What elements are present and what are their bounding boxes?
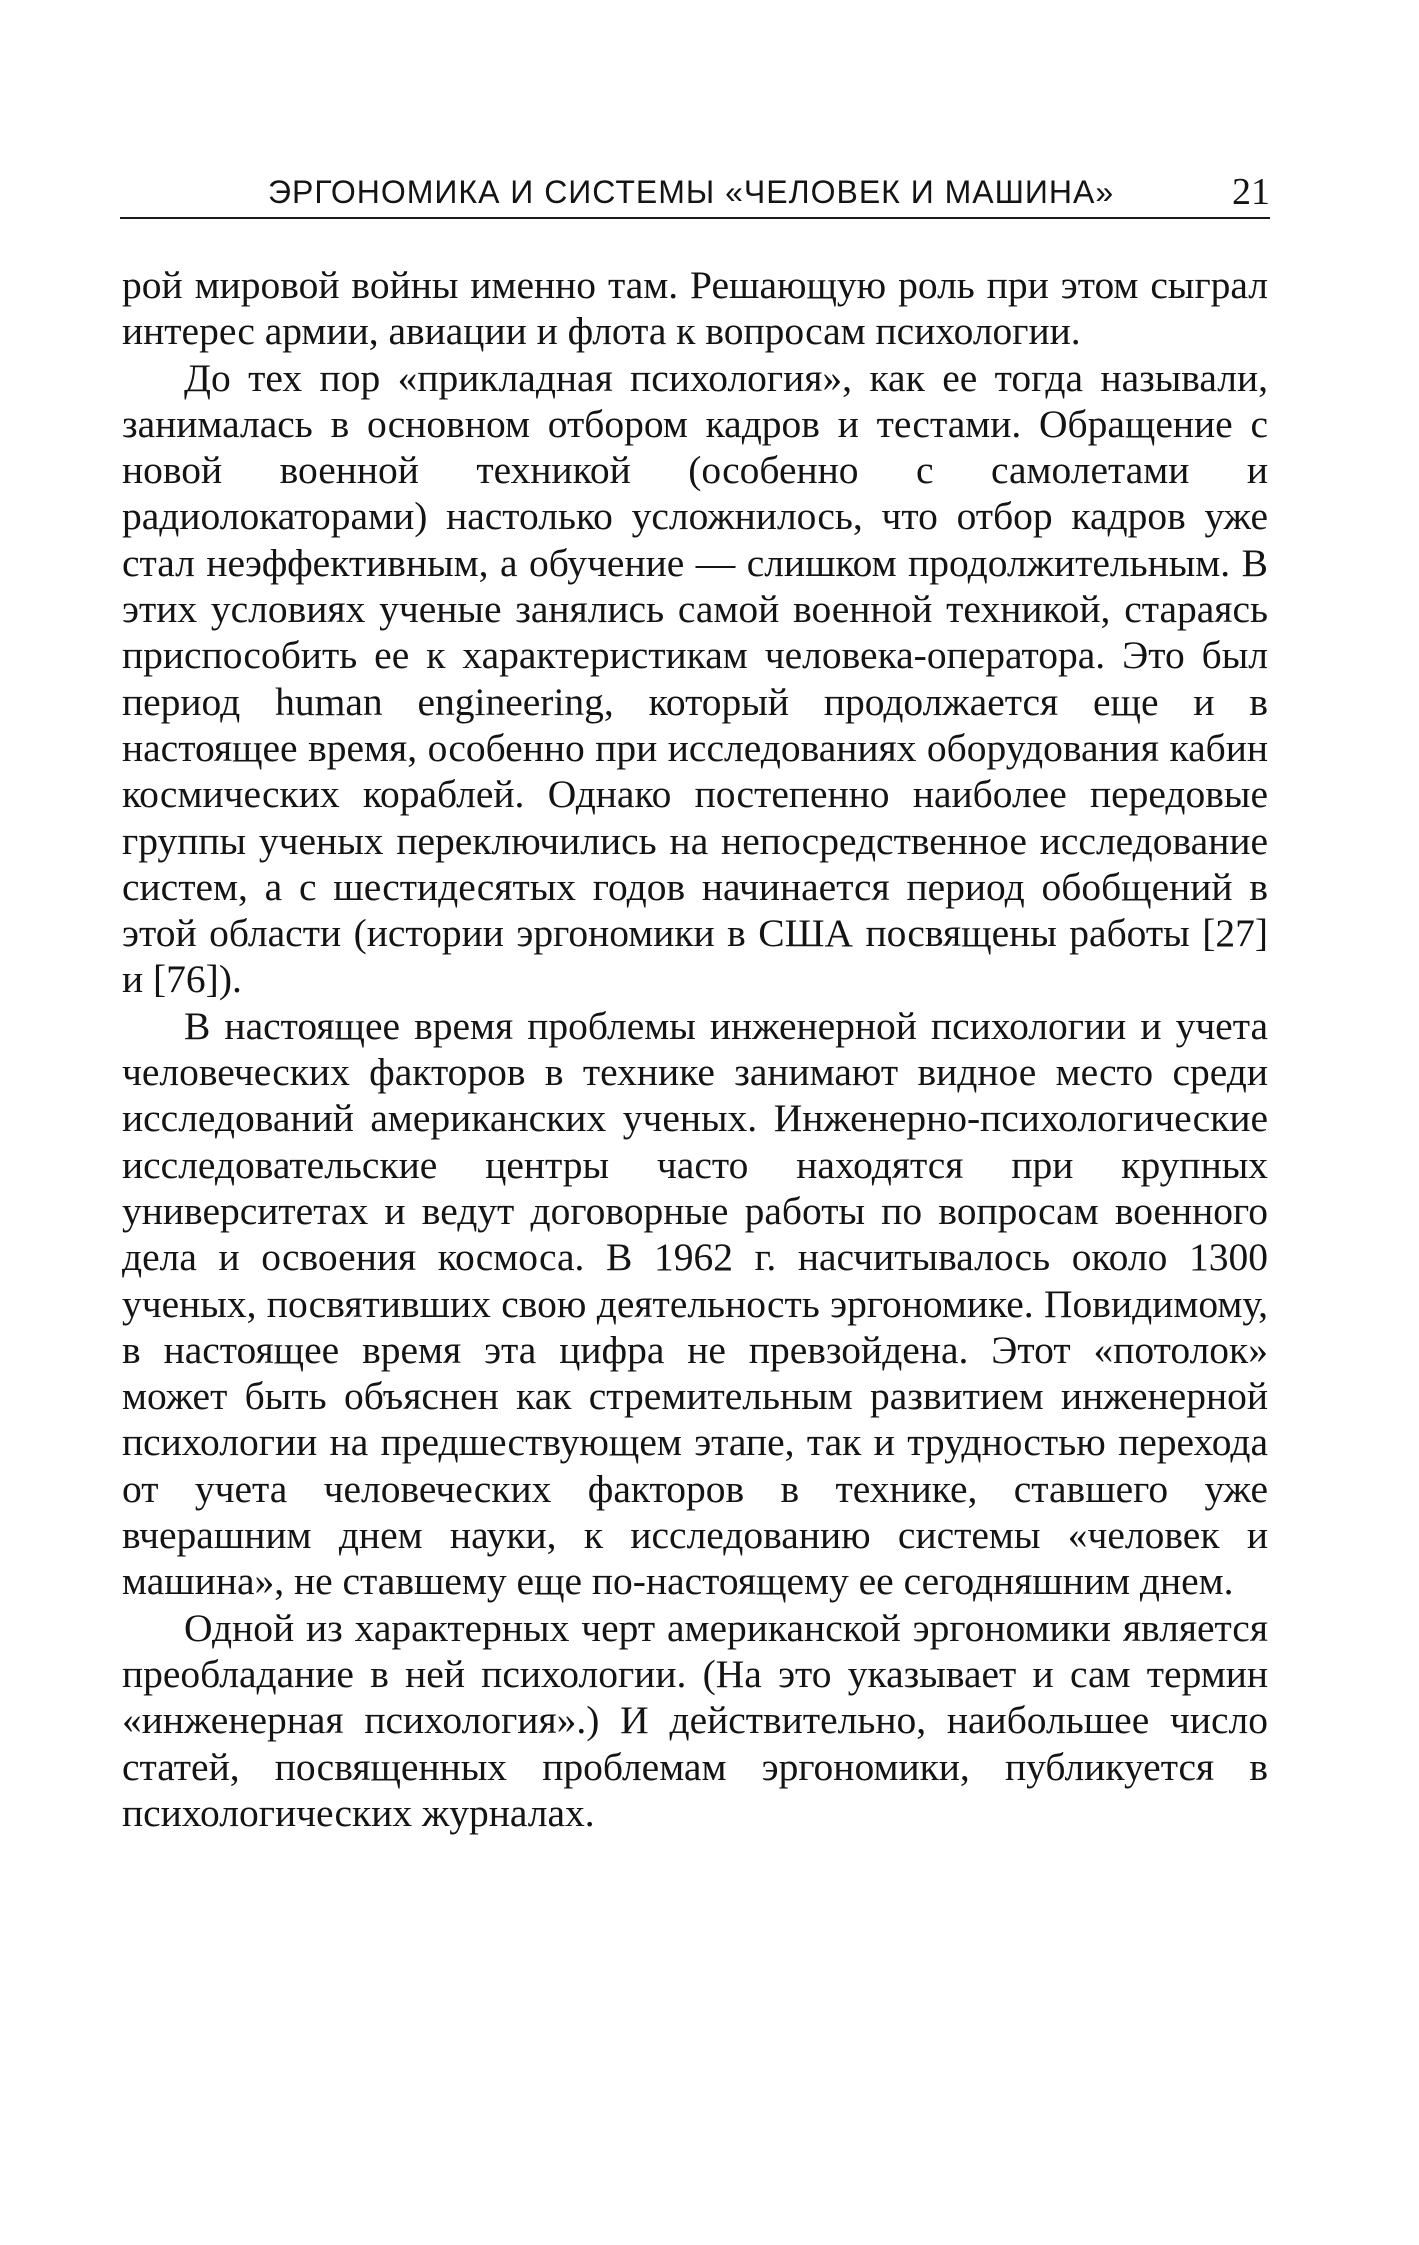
running-head (120, 172, 1270, 216)
paragraph-3: В настоящее время проблемы инженерной психологии и учета человеческих факторов в технике занимают видное место среди исследований американских ученых. Инженерно-психологические исследовательские центры часто находятся при крупных университетах и ведут договорные работы по вопросам военного дела и освоения космоса. В 1962 г. насчитывалось около 1300 ученых, посвятивших свою деятельность эргономике. Повидимому, в настоящее время эта цифра не превзойдена. Этот «потолок» может быть объяснен как стремительным развитием инженерной психологии на предшествующем этапе, так и трудностью перехода от учета человеческих факторов в технике, ставшего уже вчерашним днем науки, к исследованию системы «человек и машина», не ставшему еще по-настоящему ее сегодняшним днем. (122, 1003, 1268, 1604)
body-text (122, 262, 1268, 1836)
header-rule (120, 217, 1270, 219)
paragraph-1: рой мировой войны именно там. Решающую роль при этом сыграл интерес армии, авиации и флота к вопросам психологии. (122, 263, 1268, 354)
paragraph-4: Одной из характерных черт американской эргономики является преобладание в ней психологии. (На это указывает и сам термин «инженерная психология».) И действительно, наибольшее число статей, посвященных проблемам эргономики, публикуется в психологических журналах. (122, 1605, 1268, 1835)
running-title: ЭРГОНОМИКА И СИСТЕМЫ «ЧЕЛОВЕК И МАШИНА» (268, 174, 1115, 210)
paragraph-2: До тех пор «прикладная психология», как ее тогда называли, занималась в основном отбором кадров и тестами. Обращение с новой военной техникой (особенно с самолетами и радиолокаторами) настолько усложнилось, что отбор кадров уже стал неэффективным, а обучение — слишком продолжительным. В этих условиях ученые занялись самой военной техникой, стараясь приспособить ее к характеристикам человека-оператора. Это был период human engineering, который продолжается еще и в настоящее время, особенно при исследованиях оборудования кабин космических кораблей. Однако постепенно наиболее передовые группы ученых переключились на непосредственное исследование систем, а с шестидесятых годов начинается период обобщений в этой области (истории эргономики в США посвящены работы [27] и [76]). (122, 355, 1268, 1002)
page-number: 21 (1232, 171, 1270, 213)
